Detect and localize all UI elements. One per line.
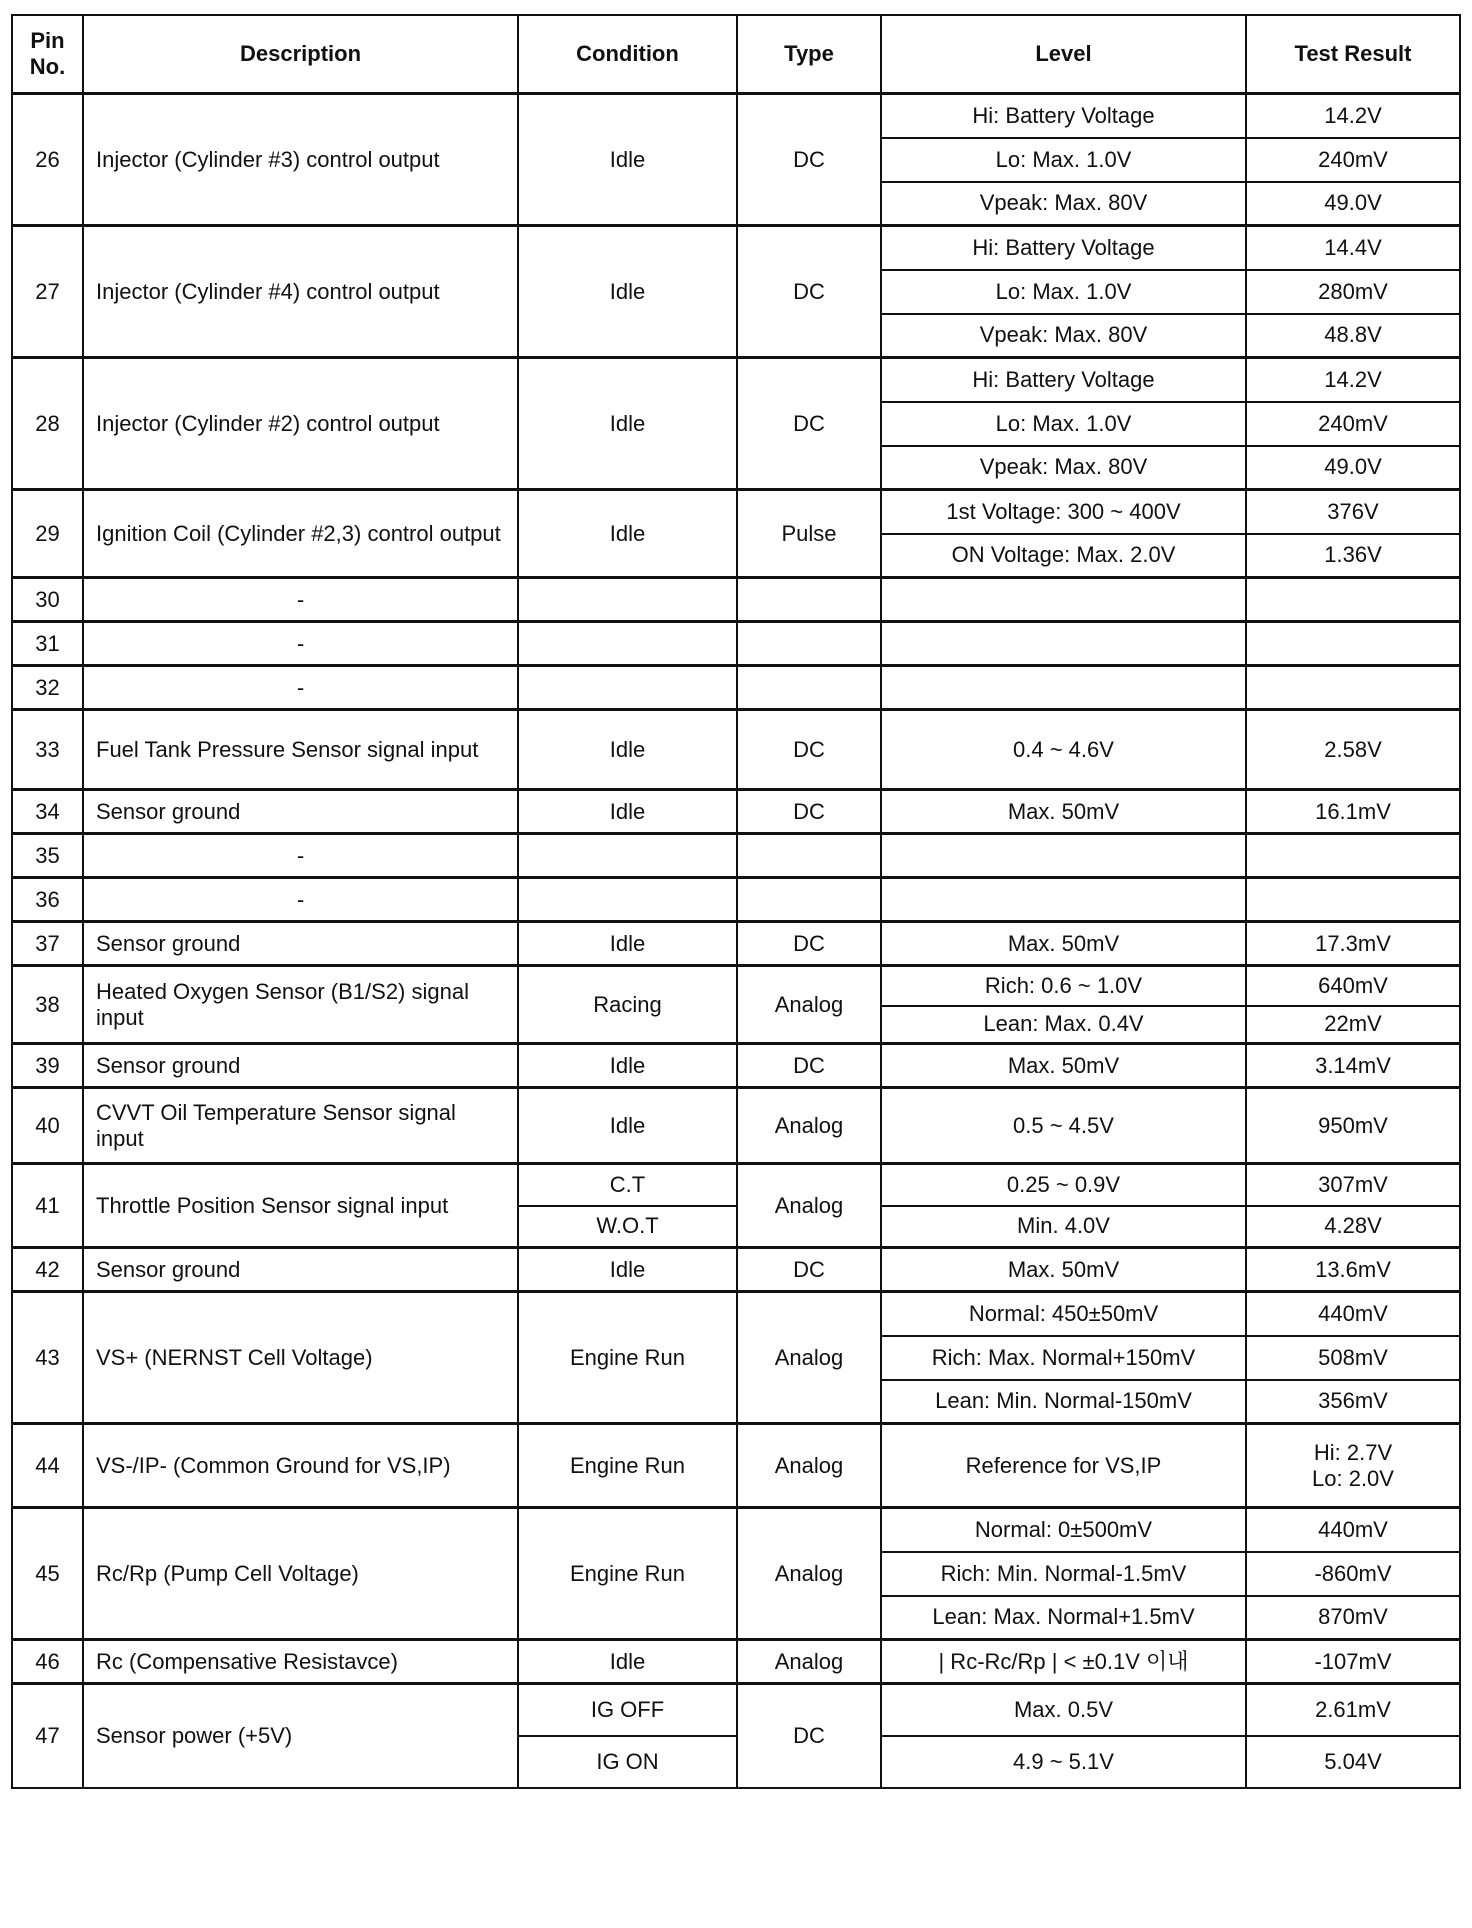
pin-test-result: 240mV — [1246, 402, 1460, 446]
table-row — [12, 834, 1460, 878]
pin-description: Injector (Cylinder #3) control output — [83, 94, 518, 226]
pin-test-table — [11, 14, 1461, 1789]
pin-test-result: 508mV — [1246, 1336, 1460, 1380]
pin-level: Vpeak: Max. 80V — [881, 182, 1246, 226]
pin-description: Heated Oxygen Sensor (B1/S2) signal input — [83, 966, 518, 1044]
pin-level: Max. 50mV — [881, 922, 1246, 966]
pin-level: Max. 50mV — [881, 1044, 1246, 1088]
table-row — [12, 1088, 1460, 1164]
pin-condition: Idle — [518, 710, 737, 790]
pin-number: 34 — [12, 790, 83, 834]
pin-level: Vpeak: Max. 80V — [881, 314, 1246, 358]
header-test-result: Test Result — [1246, 15, 1460, 94]
pin-type: Pulse — [737, 490, 881, 578]
pin-description: Injector (Cylinder #2) control output — [83, 358, 518, 490]
pin-number: 28 — [12, 358, 83, 490]
pin-type: Analog — [737, 1508, 881, 1640]
pin-condition: Idle — [518, 1248, 737, 1292]
pin-condition: Idle — [518, 922, 737, 966]
pin-test-result — [1246, 834, 1460, 878]
pin-level: Vpeak: Max. 80V — [881, 446, 1246, 490]
pin-type — [737, 878, 881, 922]
pin-level: Lean: Max. 0.4V — [881, 1006, 1246, 1044]
table-row — [12, 878, 1460, 922]
pin-type: DC — [737, 94, 881, 226]
pin-description: Sensor ground — [83, 1044, 518, 1088]
test-result-hi: Hi: 2.7V — [1313, 1439, 1393, 1465]
pin-test-result: 17.3mV — [1246, 922, 1460, 966]
pin-level — [881, 878, 1246, 922]
table-row — [12, 1684, 1460, 1736]
pin-description: Sensor ground — [83, 1248, 518, 1292]
pin-description: - — [83, 878, 518, 922]
pin-number: 33 — [12, 710, 83, 790]
header-description: Description — [83, 15, 518, 94]
pin-test-result — [1246, 578, 1460, 622]
pin-level — [881, 834, 1246, 878]
pin-condition: W.O.T — [518, 1206, 737, 1248]
pin-type: Analog — [737, 1088, 881, 1164]
header-condition: Condition — [518, 15, 737, 94]
pin-level: Lean: Max. Normal+1.5mV — [881, 1596, 1246, 1640]
table-row — [12, 1292, 1460, 1336]
pin-type: Analog — [737, 966, 881, 1044]
pin-number: 30 — [12, 578, 83, 622]
pin-test-result: 49.0V — [1246, 182, 1460, 226]
pin-test-result: -107mV — [1246, 1640, 1460, 1684]
pin-type: Analog — [737, 1424, 881, 1508]
table-row — [12, 622, 1460, 666]
header-pin-no — [12, 15, 83, 94]
pin-description: - — [83, 578, 518, 622]
pin-level: Rich: Max. Normal+150mV — [881, 1336, 1246, 1380]
pin-condition: Engine Run — [518, 1292, 737, 1424]
pin-number: 41 — [12, 1164, 83, 1248]
pin-description: - — [83, 622, 518, 666]
pin-test-result: 2.58V — [1246, 710, 1460, 790]
pin-level: 0.5 ~ 4.5V — [881, 1088, 1246, 1164]
table-row — [12, 578, 1460, 622]
pin-test-result — [1246, 622, 1460, 666]
pin-type: DC — [737, 710, 881, 790]
pin-test-result — [1246, 1424, 1460, 1508]
pin-number: 32 — [12, 666, 83, 710]
pin-number: 47 — [12, 1684, 83, 1788]
pin-description: Rc (Compensative Resistavce) — [83, 1640, 518, 1684]
pin-test-result: 48.8V — [1246, 314, 1460, 358]
table-row — [12, 1508, 1460, 1552]
table-row — [12, 666, 1460, 710]
table-row — [12, 226, 1460, 270]
pin-number: 27 — [12, 226, 83, 358]
pin-level: Reference for VS,IP — [881, 1424, 1246, 1508]
pin-test-result: 13.6mV — [1246, 1248, 1460, 1292]
pin-number: 31 — [12, 622, 83, 666]
pin-test-result: 5.04V — [1246, 1736, 1460, 1788]
pin-condition: Idle — [518, 790, 737, 834]
pin-level: Max. 50mV — [881, 1248, 1246, 1292]
pin-type: DC — [737, 790, 881, 834]
pin-condition: Engine Run — [518, 1424, 737, 1508]
pin-condition — [518, 622, 737, 666]
pin-level: Rich: Min. Normal-1.5mV — [881, 1552, 1246, 1596]
pin-test-result: 1.36V — [1246, 534, 1460, 578]
pin-test-result: 14.2V — [1246, 358, 1460, 402]
table-row — [12, 710, 1460, 790]
pin-level: Normal: 0±500mV — [881, 1508, 1246, 1552]
pin-level — [881, 578, 1246, 622]
pin-test-result: 16.1mV — [1246, 790, 1460, 834]
pin-level: 0.25 ~ 0.9V — [881, 1164, 1246, 1206]
test-result-lo: Lo: 2.0V — [1312, 1465, 1394, 1491]
pin-level: | Rc-Rc/Rp | < ±0.1V 이내 — [881, 1640, 1246, 1684]
pin-number: 44 — [12, 1424, 83, 1508]
pin-type: DC — [737, 1044, 881, 1088]
pin-type — [737, 622, 881, 666]
pin-level: 4.9 ~ 5.1V — [881, 1736, 1246, 1788]
pin-level: Max. 50mV — [881, 790, 1246, 834]
pin-condition: Idle — [518, 1640, 737, 1684]
pin-test-result: 640mV — [1246, 966, 1460, 1006]
pin-type: Analog — [737, 1640, 881, 1684]
pin-condition: Idle — [518, 94, 737, 226]
pin-level: Hi: Battery Voltage — [881, 94, 1246, 138]
pin-test-result: 440mV — [1246, 1292, 1460, 1336]
pin-condition: Idle — [518, 1088, 737, 1164]
pin-condition: Idle — [518, 226, 737, 358]
table-row — [12, 790, 1460, 834]
pin-condition — [518, 878, 737, 922]
table-row — [12, 1164, 1460, 1206]
pin-type — [737, 834, 881, 878]
pin-condition: IG OFF — [518, 1684, 737, 1736]
pin-level — [881, 666, 1246, 710]
pin-level: Hi: Battery Voltage — [881, 358, 1246, 402]
table-row — [12, 1044, 1460, 1088]
header-pin-line1: Pin — [30, 28, 65, 53]
pin-number: 26 — [12, 94, 83, 226]
pin-level: Min. 4.0V — [881, 1206, 1246, 1248]
pin-description: Fuel Tank Pressure Sensor signal input — [83, 710, 518, 790]
header-pin-line2: No. — [29, 54, 66, 79]
pin-test-result: 2.61mV — [1246, 1684, 1460, 1736]
pin-number: 36 — [12, 878, 83, 922]
pin-condition: Engine Run — [518, 1508, 737, 1640]
pin-test-result: 14.4V — [1246, 226, 1460, 270]
pin-test-result: 440mV — [1246, 1508, 1460, 1552]
pin-level: Hi: Battery Voltage — [881, 226, 1246, 270]
pin-description: - — [83, 666, 518, 710]
pin-description: Sensor ground — [83, 922, 518, 966]
table-row — [12, 490, 1460, 534]
pin-test-result: 280mV — [1246, 270, 1460, 314]
header-level: Level — [881, 15, 1246, 94]
table-row — [12, 922, 1460, 966]
header-row — [12, 15, 1460, 94]
pin-condition — [518, 834, 737, 878]
pin-type: Analog — [737, 1164, 881, 1248]
pin-description: Ignition Coil (Cylinder #2,3) control output — [83, 490, 518, 578]
pin-number: 40 — [12, 1088, 83, 1164]
pin-test-result: 240mV — [1246, 138, 1460, 182]
pin-level: Lo: Max. 1.0V — [881, 138, 1246, 182]
pin-number: 43 — [12, 1292, 83, 1424]
pin-test-result: 14.2V — [1246, 94, 1460, 138]
pin-test-result: -860mV — [1246, 1552, 1460, 1596]
pin-level: 0.4 ~ 4.6V — [881, 710, 1246, 790]
table-row — [12, 1248, 1460, 1292]
pin-type: DC — [737, 1684, 881, 1788]
pin-description: VS-/IP- (Common Ground for VS,IP) — [83, 1424, 518, 1508]
table-row — [12, 358, 1460, 402]
pin-number: 46 — [12, 1640, 83, 1684]
pin-type: DC — [737, 1248, 881, 1292]
pin-test-result: 870mV — [1246, 1596, 1460, 1640]
pin-level: Rich: 0.6 ~ 1.0V — [881, 966, 1246, 1006]
pin-test-result: 356mV — [1246, 1380, 1460, 1424]
pin-type — [737, 666, 881, 710]
pin-test-result: 307mV — [1246, 1164, 1460, 1206]
pin-test-result: 49.0V — [1246, 446, 1460, 490]
pin-type: DC — [737, 922, 881, 966]
pin-condition: C.T — [518, 1164, 737, 1206]
pin-description: - — [83, 834, 518, 878]
pin-level: Max. 0.5V — [881, 1684, 1246, 1736]
table-row — [12, 1424, 1460, 1508]
pin-number: 37 — [12, 922, 83, 966]
pin-number: 38 — [12, 966, 83, 1044]
pin-condition: Racing — [518, 966, 737, 1044]
pin-type — [737, 578, 881, 622]
pin-description: Sensor ground — [83, 790, 518, 834]
table-row — [12, 966, 1460, 1006]
pin-description: VS+ (NERNST Cell Voltage) — [83, 1292, 518, 1424]
pin-level: ON Voltage: Max. 2.0V — [881, 534, 1246, 578]
pin-description: Rc/Rp (Pump Cell Voltage) — [83, 1508, 518, 1640]
table-row — [12, 1640, 1460, 1684]
pin-test-result: 4.28V — [1246, 1206, 1460, 1248]
pin-condition — [518, 578, 737, 622]
pin-description: Sensor power (+5V) — [83, 1684, 518, 1788]
pin-number: 45 — [12, 1508, 83, 1640]
pin-level: Lo: Max. 1.0V — [881, 270, 1246, 314]
pin-type: DC — [737, 226, 881, 358]
pin-test-result — [1246, 878, 1460, 922]
pin-number: 42 — [12, 1248, 83, 1292]
pin-test-result: 22mV — [1246, 1006, 1460, 1044]
pin-type: DC — [737, 358, 881, 490]
pin-number: 29 — [12, 490, 83, 578]
pin-test-result: 3.14mV — [1246, 1044, 1460, 1088]
pin-condition — [518, 666, 737, 710]
pin-condition: Idle — [518, 1044, 737, 1088]
pin-test-result: 950mV — [1246, 1088, 1460, 1164]
pin-level: Lo: Max. 1.0V — [881, 402, 1246, 446]
pin-condition: Idle — [518, 490, 737, 578]
pin-level — [881, 622, 1246, 666]
pin-description: Injector (Cylinder #4) control output — [83, 226, 518, 358]
pin-level: Normal: 450±50mV — [881, 1292, 1246, 1336]
pin-condition: Idle — [518, 358, 737, 490]
pin-test-result — [1246, 666, 1460, 710]
pin-description: Throttle Position Sensor signal input — [83, 1164, 518, 1248]
pin-number: 35 — [12, 834, 83, 878]
pin-test-result: 376V — [1246, 490, 1460, 534]
pin-level: 1st Voltage: 300 ~ 400V — [881, 490, 1246, 534]
pin-type: Analog — [737, 1292, 881, 1424]
pin-level: Lean: Min. Normal-150mV — [881, 1380, 1246, 1424]
pin-description: CVVT Oil Temperature Sensor signal input — [83, 1088, 518, 1164]
pin-number: 39 — [12, 1044, 83, 1088]
table-row — [12, 94, 1460, 138]
header-type: Type — [737, 15, 881, 94]
pin-condition: IG ON — [518, 1736, 737, 1788]
